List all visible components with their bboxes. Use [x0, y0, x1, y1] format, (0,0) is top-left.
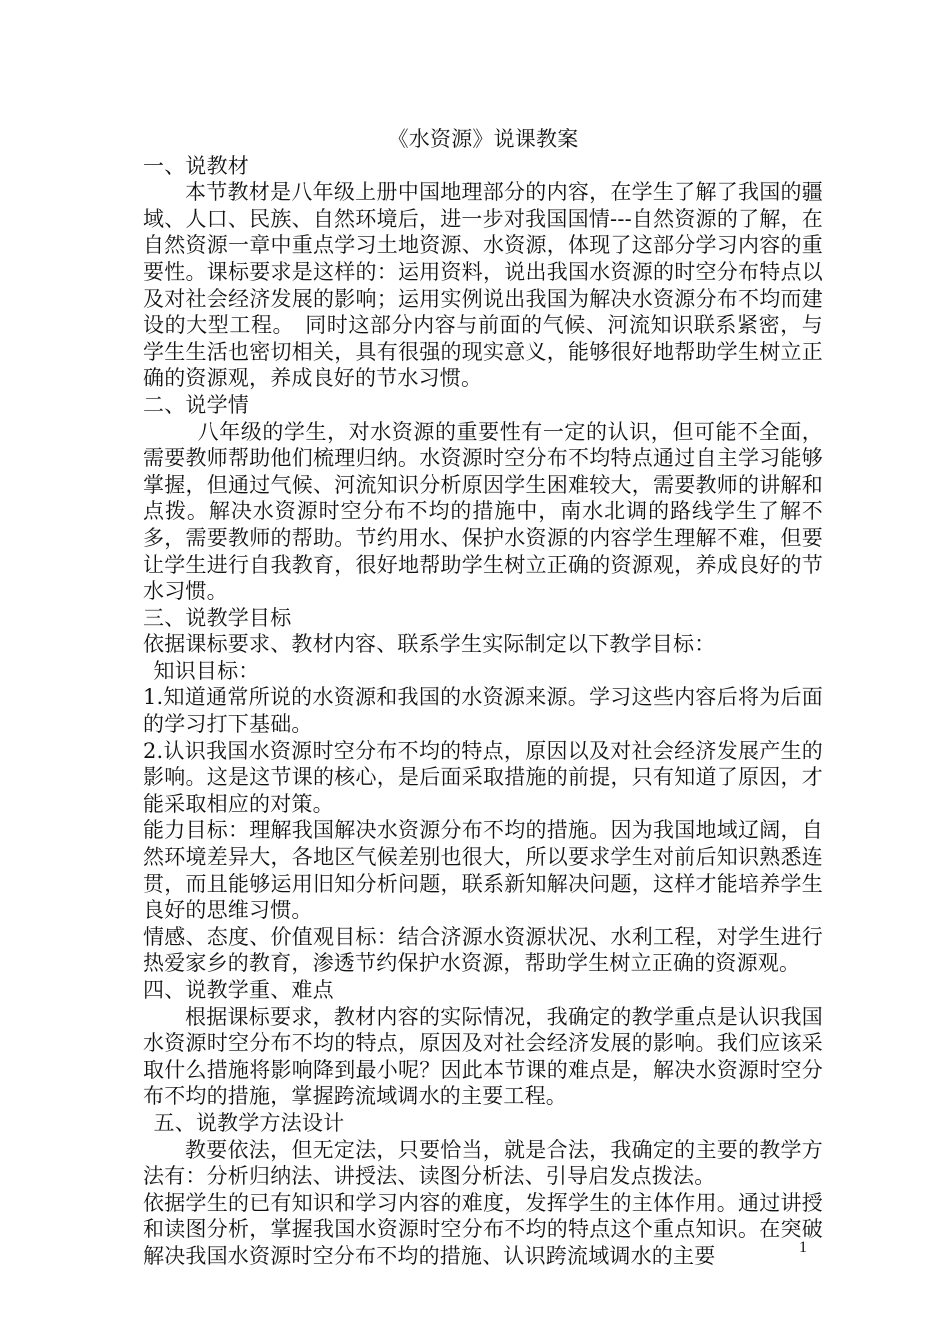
section-heading-teaching-objectives: 三、说教学目标	[143, 605, 292, 630]
paragraph-emotion-objectives: 情感、态度、价值观目标：结合济源水资源状况、水利工程，对学生进行热爱家乡的教育，渗透节约保护水资源，帮助学生树立正确的资源观。	[143, 924, 823, 976]
section-heading-method-design: 五、说教学方法设计	[153, 1110, 345, 1135]
document-content	[143, 126, 823, 1270]
paragraph-student-analysis: 八年级的学生，对水资源的重要性有一定的认识，但可能不全面，需要教师帮助他们梳理归纳。水资源时空分布不均特点通过自主学习能够掌握，但通过气候、河流知识分析原因学生困难较大，需要教师的讲解和点拨。解决水资源时空分布不均的措施中，南水北调的路线学生了解不多，需要教师的帮助。节约用水、保护水资源的内容学生理解不难，但要让学生进行自我教育，很好地帮助学生树立正确的资源观，养成良好的节水习惯。	[143, 419, 823, 604]
section-heading-teaching-material: 一、说教材	[143, 153, 249, 178]
paragraph-teaching-material: 本节教材是八年级上册中国地理部分的内容，在学生了解了我国的疆域、人口、民族、自然环境后，进一步对我国国情---自然资源的了解，在自然资源一章中重点学习土地资源、水资源，体现了这部分学习内容的重要性。课标要求是这样的：运用资料，说出我国水资源的时空分布特点以及对社会经济发展的影响；运用实例说出我国为解决水资源分布不均而建设的大型工程。 同时这部分内容与前面的气候、河流知识联系紧密，与学生生活也密切相关，具有很强的现实意义，能够很好地帮助学生树立正确的资源观，养成良好的节水习惯。	[143, 180, 823, 391]
section-heading-key-points: 四、说教学重、难点	[143, 978, 334, 1002]
paragraph-method-design: 教要依法，但无定法，只要恰当，就是合法，我确定的主要的教学方法有：分析归纳法、讲授法、读图分析法、引导启发点拨法。	[143, 1137, 823, 1189]
paragraph-key-points: 根据课标要求，教材内容的实际情况，我确定的教学重点是认识我国水资源时空分布不均的特点，原因及对社会经济发展的影响。我们应该采取什么措施将影响降到最小呢？因此本节课的难点是，解决水资源时空分布不均的措施，掌握跨流域调水的主要工程。	[143, 1004, 823, 1109]
section-heading-student-analysis: 二、说学情	[143, 392, 249, 417]
list-item-knowledge-2: 2.认识我国水资源时空分布不均的特点，原因以及对社会经济发展产生的影响。这是这节课的核心，是后面采取措施的前提，只有知道了原因，才能采取相应的对策。	[143, 738, 823, 816]
paragraph-objectives-intro: 依据课标要求、教材内容、联系学生实际制定以下教学目标：	[143, 632, 716, 657]
list-item-knowledge-1: 1.知道通常所说的水资源和我国的水资源来源。学习这些内容后将为后面的学习打下基础。	[143, 685, 823, 737]
paragraph-method-design-extra: 依据学生的已有知识和学习内容的难度，发挥学生的主体作用。通过讲授和读图分析，掌握我国水资源时空分布不均的特点这个重点知识。在突破解决我国水资源时空分布不均的措施、认识跨流域调水的主要	[143, 1190, 823, 1268]
page-number: 1	[799, 1239, 807, 1256]
subheading-knowledge-objectives: 知识目标：	[153, 658, 260, 683]
paragraph-ability-objectives: 能力目标：理解我国解决水资源分布不均的措施。因为我国地域辽阔，自然环境差异大，各地区气候差别也很大，所以要求学生对前后知识熟悉连贯，而且能够运用旧知分析问题，联系新知解决问题，这样才能培养学生良好的思维习惯。	[143, 818, 823, 923]
document-title: 《水资源》说课教案	[387, 127, 579, 151]
